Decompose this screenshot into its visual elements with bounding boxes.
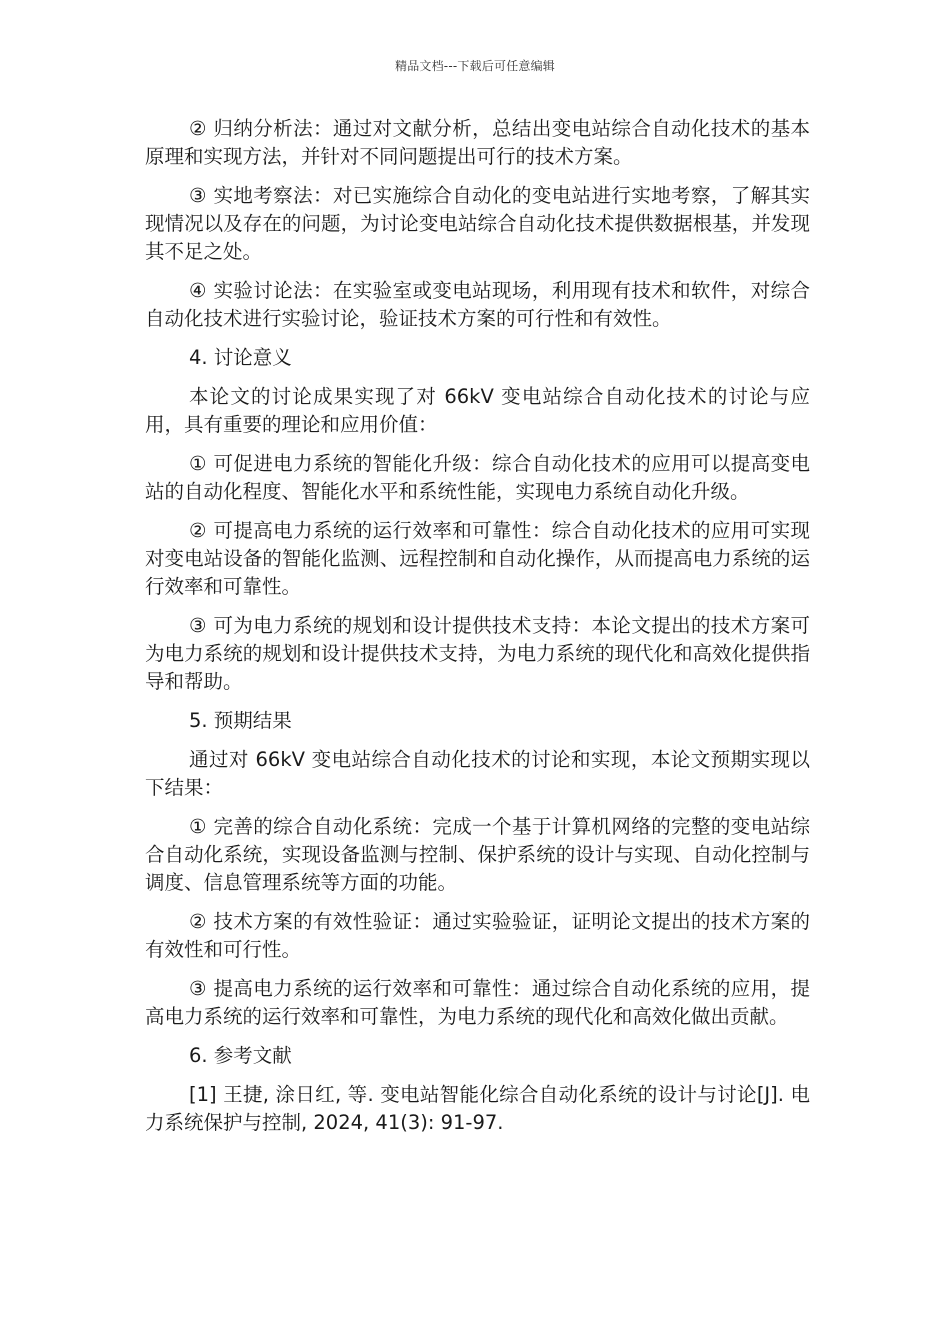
method-experimental-study: ④ 实验讨论法：在实验室或变电站现场，利用现有技术和软件，对综合自动化技术进行实验讨论，验证技术方案的可行性和有效性。 (145, 279, 810, 330)
section-heading-expected-results: 5. 预期结果 (189, 709, 292, 732)
section-heading-significance: 4. 讨论意义 (189, 346, 292, 369)
significance-intro: 本论文的讨论成果实现了对 66kV 变电站综合自动化技术的讨论与应用，具有重要的理论和应用价值： (145, 385, 810, 436)
expected-results-intro: 通过对 66kV 变电站综合自动化技术的讨论和实现，本论文预期实现以下结果： (145, 748, 810, 799)
reference-item-1: [1] 王捷, 涂日红, 等. 变电站智能化综合自动化系统的设计与讨论[J]. 电力系统保护与控制, 2024, 41(3): 91-97. (145, 1083, 810, 1134)
expected-result-item-1: ① 完善的综合自动化系统：完成一个基于计算机网络的完整的变电站综合自动化系统，实现设备监测与控制、保护系统的设计与实现、自动化控制与调度、信息管理系统等方面的功能。 (145, 815, 810, 894)
significance-item-1: ① 可促进电力系统的智能化升级：综合自动化技术的应用可以提高变电站的自动化程度、智能化水平和系统性能，实现电力系统自动化升级。 (145, 452, 810, 503)
method-field-investigation: ③ 实地考察法：对已实施综合自动化的变电站进行实地考察，了解其实现情况以及存在的问题，为讨论变电站综合自动化技术提供数据根基，并发现其不足之处。 (145, 184, 810, 263)
method-inductive-analysis: ② 归纳分析法：通过对文献分析，总结出变电站综合自动化技术的基本原理和实现方法，并针对不同问题提出可行的技术方案。 (145, 117, 810, 168)
significance-item-3: ③ 可为电力系统的规划和设计提供技术支持：本论文提出的技术方案可为电力系统的规划和设计提供技术支持，为电力系统的现代化和高效化提供指导和帮助。 (145, 614, 810, 693)
expected-result-item-3: ③ 提高电力系统的运行效率和可靠性：通过综合自动化系统的应用，提高电力系统的运行效率和可靠性，为电力系统的现代化和高效化做出贡献。 (145, 977, 810, 1028)
expected-result-item-2: ② 技术方案的有效性验证：通过实验验证，证明论文提出的技术方案的有效性和可行性。 (145, 910, 810, 961)
page-header: 精品文档---下载后可任意编辑 (395, 59, 555, 73)
section-heading-references: 6. 参考文献 (189, 1044, 292, 1067)
significance-item-2: ② 可提高电力系统的运行效率和可靠性：综合自动化技术的应用可实现对变电站设备的智能化监测、远程控制和自动化操作，从而提高电力系统的运行效率和可靠性。 (145, 519, 810, 598)
document-body (145, 115, 810, 1148)
